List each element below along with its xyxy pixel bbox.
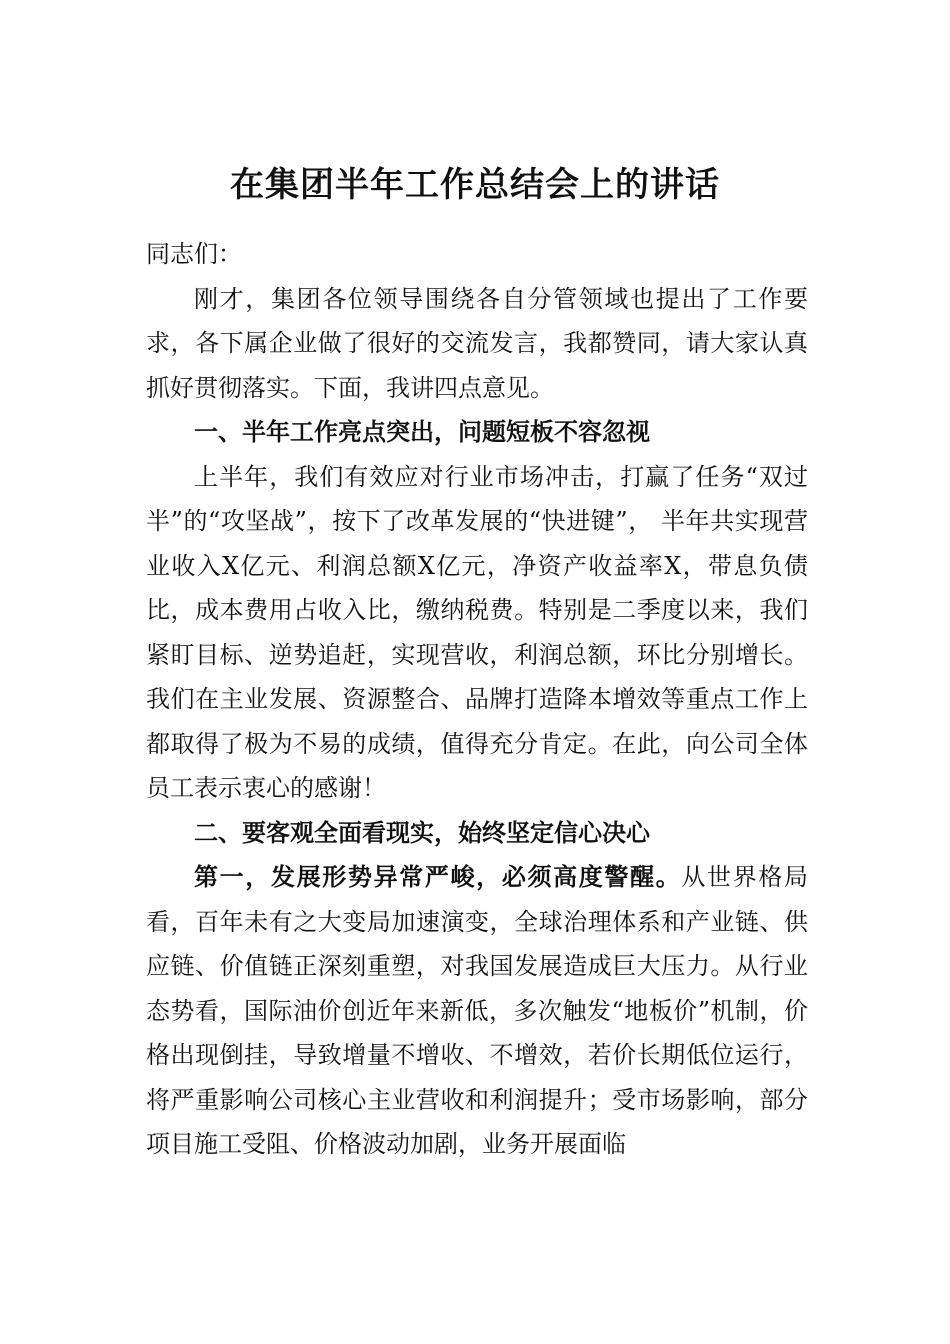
intro-paragraph: 刚才，集团各位领导围绕各自分管领域也提出了工作要求，各下属企业做了很好的交流发言，我都赞同，请大家认真抓好贯彻落实。下面，我讲四点意见。: [146, 284, 808, 402]
point-1-text: 从世界格局看，百年未有之大变局加速演变，全球治理体系和产业链、供应链、价值链正深刻重塑，对我国发展造成巨大压力。从行业态势看，国际油价创近年来新低，多次触发“地板价”机制，价格出现倒挂，导致增量不增收、不增效，若价长期低位运行，将严重影响公司核心主业营收和利润提升；受市场影响，部分项目施工受阻、价格波动加剧，业务开展面临: [146, 863, 808, 1158]
section-heading-1: 一、半年工作亮点突出，问题短板不容忽视: [194, 418, 650, 446]
section-2-paragraph: [146, 855, 808, 1167]
section-heading-2: 二、要客观全面看现实，始终坚定信心决心: [194, 818, 650, 847]
section-1-paragraph: 上半年，我们有效应对行业市场冲击，打赢了任务“双过半”的“攻坚战”，按下了改革发展的“快进键”， 半年共实现营业收入X亿元、利润总额X亿元，净资产收益率X，带息负债比，成本费用占收入比，缴纳税费。特别是二季度以来，我们紧盯目标、逆势追赶，实现营收，利润总额，环比分别增长。我们在主业发展、资源整合、品牌打造降本增效等重点工作上都取得了极为不易的成绩，值得充分肯定。在此，向公司全体员工表示衷心的感谢！: [146, 462, 808, 802]
point-1-lead: 第一，发展形势异常严峻，必须高度警醒。: [194, 862, 682, 891]
salutation: 同志们：: [146, 240, 242, 268]
document-body: [146, 232, 808, 1167]
document-title: 在集团半年工作总结会上的讲话: [230, 165, 720, 205]
